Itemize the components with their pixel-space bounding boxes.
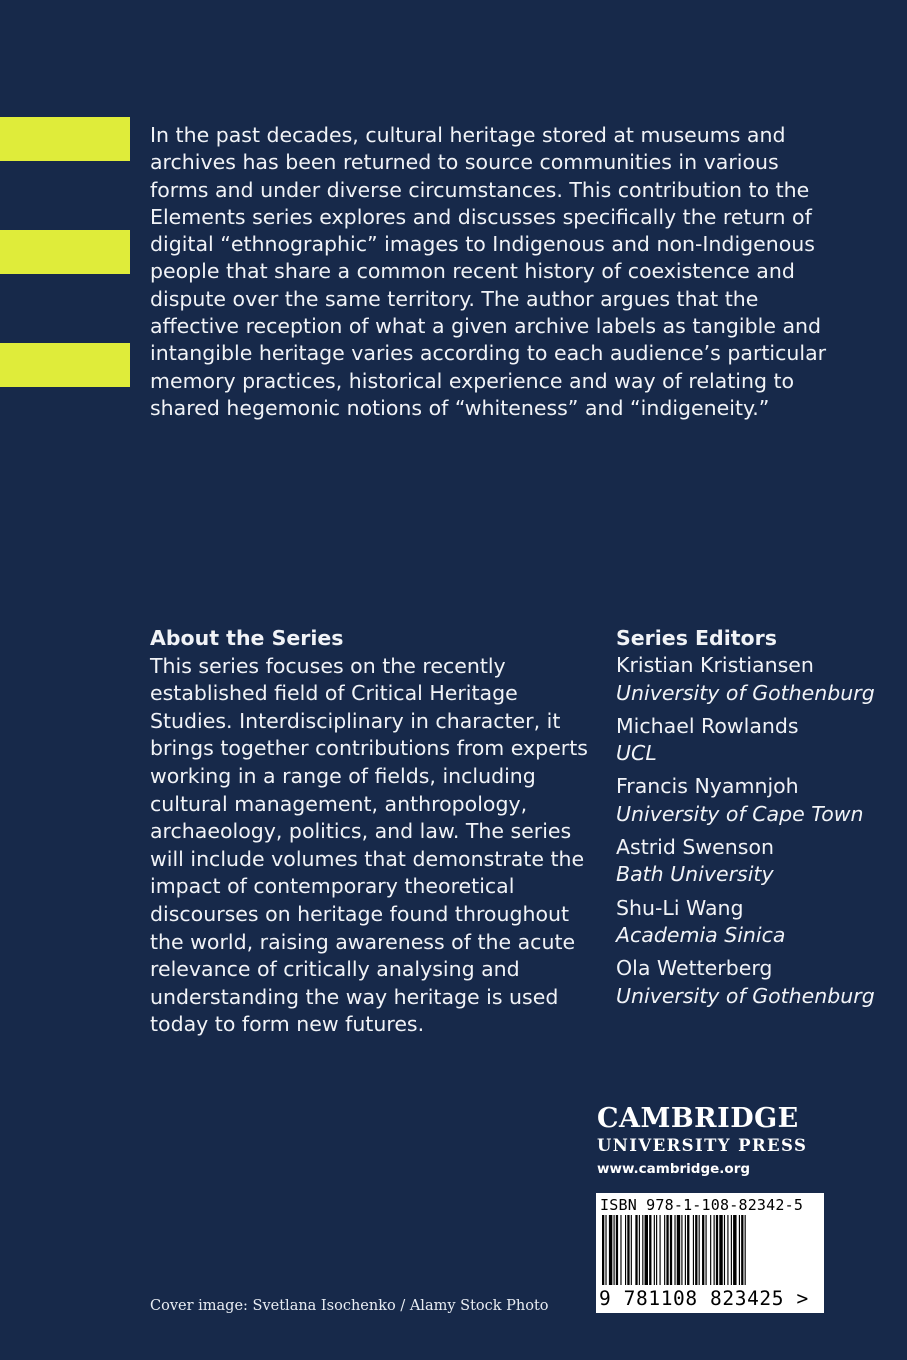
barcode-bar	[666, 1215, 668, 1285]
barcode-bar	[706, 1215, 707, 1285]
barcode-bar	[639, 1215, 640, 1285]
accent-bar	[0, 343, 130, 387]
series-editors-heading: Series Editors	[616, 626, 777, 650]
barcode-bar	[649, 1215, 651, 1285]
barcode-bar	[631, 1215, 632, 1285]
barcode-bar	[645, 1215, 648, 1285]
barcode-bar	[627, 1215, 629, 1285]
editor-entry	[616, 652, 896, 707]
barcode-bar	[670, 1215, 672, 1285]
barcode-digits: 9 781108 823425 >	[599, 1287, 809, 1310]
barcode-bar	[656, 1215, 657, 1285]
book-blurb: In the past decades, cultural heritage stored at museums and archives has been returned to source communities in various forms and under diverse circumstances. This contribution to the Elements series explores and discusses specifically the return of digital “ethnographic” images to Indigenous and non-Indigenous people that share a common recent history of coexistence and dispute over the same territory. The author argues that the affective reception of what a given archive labels as tangible and intangible heritage varies according to each audience’s particular memory practices, historical experience and way of relating to shared hegemonic notions of “whiteness” and “indigeneity.”	[150, 123, 827, 420]
barcode-bar	[714, 1215, 715, 1285]
about-the-series	[150, 625, 605, 1039]
barcode-bar	[620, 1215, 621, 1285]
publisher-name: CAMBRIDGE	[597, 1103, 799, 1134]
barcode-bar	[605, 1215, 606, 1285]
barcode-bar	[687, 1215, 689, 1285]
about-series-body: This series focuses on the recently established field of Critical Heritage Studies. Interdisciplinary in character, it brings together contributions from experts working in a range of fields, including cultural management, anthropology, archaeology, politics, and law. The series will include volumes that demonstrate the impact of contemporary theoretical discourses on heritage found throughout the world, raising awareness of the acute relevance of critically analysing and understanding the way heritage is used today to form new futures.	[150, 653, 588, 1037]
about-series-heading: About the Series	[150, 626, 344, 650]
series-editors	[616, 625, 896, 1016]
editor-name: Kristian Kristiansen	[616, 653, 814, 678]
barcode-bar	[614, 1215, 615, 1285]
barcode-bar	[719, 1215, 722, 1285]
barcode-bar	[710, 1215, 711, 1285]
barcode-bar	[741, 1215, 743, 1285]
isbn-label: ISBN 978-1-108-82342-5	[600, 1196, 804, 1214]
publisher-url: www.cambridge.org	[597, 1161, 751, 1177]
editor-name: Michael Rowlands	[616, 713, 799, 738]
barcode-bar	[731, 1215, 732, 1285]
barcode-bar	[654, 1215, 655, 1285]
barcode-bar	[724, 1215, 725, 1285]
accent-bar	[0, 117, 130, 161]
editor-affiliation: University of Cape Town	[616, 801, 864, 826]
cover-image-credit: Cover image: Svetlana Isochenko / Alamy Stock Photo	[150, 1298, 549, 1314]
isbn-barcode	[596, 1193, 824, 1313]
barcode-bar	[660, 1215, 661, 1285]
barcode-bar	[693, 1215, 694, 1285]
editor-affiliation: University of Gothenburg	[616, 680, 875, 705]
editor-affiliation: Bath University	[616, 862, 774, 887]
barcode-bar	[664, 1215, 665, 1285]
editor-entry	[616, 955, 896, 1010]
barcode-bar	[733, 1215, 736, 1285]
barcode-bar	[642, 1215, 643, 1285]
barcode-bar	[745, 1215, 746, 1285]
barcode-bar	[716, 1215, 718, 1285]
barcode-bar	[602, 1215, 604, 1285]
editor-entry	[616, 834, 896, 889]
barcode-bar	[739, 1215, 740, 1285]
editor-entry	[616, 773, 896, 828]
barcode-bar	[677, 1215, 680, 1285]
editor-name: Francis Nyamnjoh	[616, 774, 799, 799]
barcode-bar	[727, 1215, 728, 1285]
editor-name: Astrid Swenson	[616, 835, 774, 860]
editor-affiliation: Academia Sinica	[616, 922, 786, 947]
editor-name: Shu-Li Wang	[616, 895, 744, 920]
barcode-bar	[674, 1215, 675, 1285]
publisher-press: UNIVERSITY PRESS	[597, 1136, 808, 1155]
barcode-bar	[616, 1215, 618, 1285]
barcode-bar	[625, 1215, 626, 1285]
editor-affiliation: University of Gothenburg	[616, 983, 875, 1008]
barcode-bar	[609, 1215, 612, 1285]
barcode-bars	[596, 1215, 824, 1287]
accent-bar	[0, 230, 130, 274]
editor-name: Ola Wetterberg	[616, 956, 773, 981]
barcode-bar	[681, 1215, 682, 1285]
barcode-bar	[695, 1215, 697, 1285]
publisher-logo	[597, 1104, 827, 1179]
barcode-bar	[635, 1215, 637, 1285]
editor-affiliation: UCL	[616, 741, 657, 766]
editor-entry	[616, 713, 896, 768]
barcode-bar	[699, 1215, 700, 1285]
barcode-bar	[702, 1215, 704, 1285]
editor-entry	[616, 895, 896, 950]
barcode-bar	[685, 1215, 686, 1285]
